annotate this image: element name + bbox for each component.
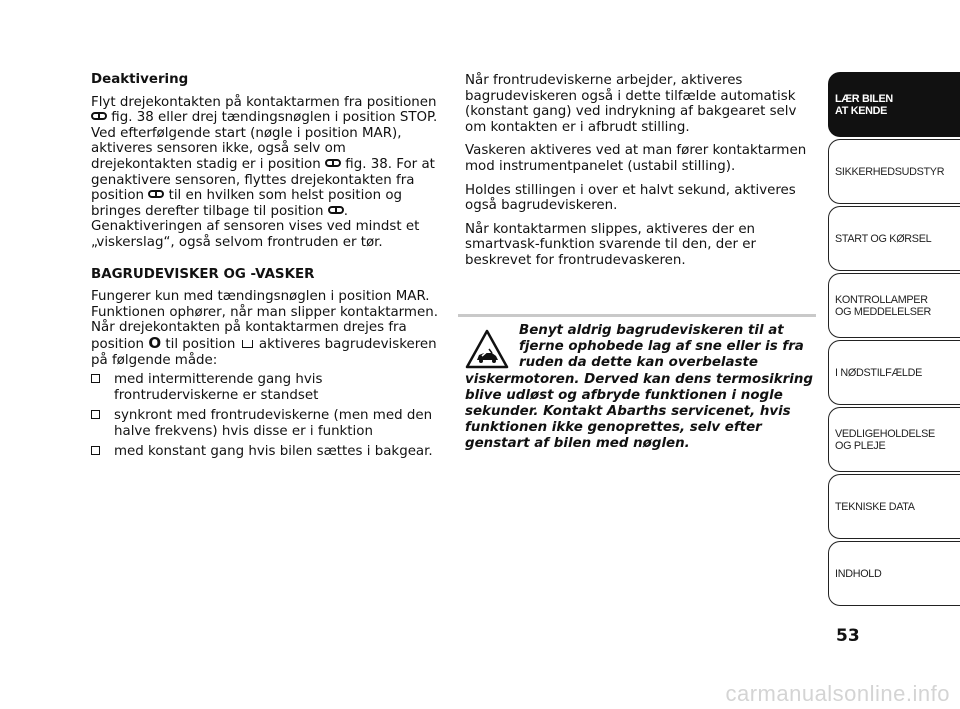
paragraph-deaktivering [91,95,441,251]
tab-label: SIKKERHEDSUDSTYR [835,165,945,178]
tab-label: AT KENDE [835,104,887,117]
warning-triangle-car-icon [465,329,509,369]
list-item-text: synkront med frontrudeviskerne (men med den halve frekvens) hvis disse er i funktion [114,408,433,439]
text: fig. 38. For at genaktivere sensoren, flyttes drejekontakten fra position [91,156,435,204]
text: Fungerer kun med tændingsnøglen i position MAR. Funktionen ophører, når man slipper kontaktarmen. Når drejekontakten på kontaktarmen drejes fra position [91,289,438,352]
tab-laer-bilen-at-kende[interactable] [828,72,960,137]
list-item-text: med konstant gang hvis bilen sættes i bakgear. [114,444,433,460]
wiper-auto-symbol-icon [91,112,107,120]
right-column [465,73,815,277]
list-item [91,372,441,403]
tab-label: START OG KØRSEL [835,232,932,245]
wiper-auto-symbol-icon [148,190,164,198]
text: til position [165,336,236,352]
paragraph: Når frontrudeviskerne arbejder, aktiveres bagrudeviskeren også i dette tilfælde automatisk (konstant gang) ved indrykning af bakgearet selv om kontakten er i afbrudt stilling. [465,73,797,135]
text: fig. 38 eller drej tændingsnøglen i position STOP. Ved efterfølgende start (nøgle i position MAR), aktiveres sensoren ikke, også selv om drejekontakten stadig er i position [91,110,438,172]
tab-label: KONTROLLAMPER [835,293,928,306]
heading-bagrudevisker: BAGRUDEVISKER OG -VASKER [91,266,315,282]
tab-i-nodstilfaelde[interactable] [828,340,960,405]
warning-box [465,323,815,453]
list-item-text: med intermitterende gang hvis frontruderviskerne er standset [114,372,323,403]
tab-label: VEDLIGEHOLDELSE [835,427,935,440]
wiper-auto-symbol-icon [325,159,341,167]
tab-vedligeholdelse[interactable] [828,407,960,472]
bullet-list [91,372,441,460]
list-item [91,408,441,439]
tab-sikkerhedsudstyr[interactable] [828,139,960,204]
section-divider [458,314,816,317]
rear-wiper-symbol-icon [242,340,253,348]
checkbox-bullet-icon [91,446,100,455]
heading-deaktivering: Deaktivering [91,72,189,87]
text: aktiveres bagrudeviskeren på følgende måde: [91,336,437,368]
paragraph-bagrudevisker [91,289,441,368]
tab-label: INDHOLD [835,567,882,580]
tab-tekniske-data[interactable] [828,474,960,539]
left-column [91,72,441,465]
text: til en hvilken som helst position og bringes derefter tilbage til position [91,188,403,219]
tab-indhold[interactable] [828,541,960,606]
checkbox-bullet-icon [91,374,100,383]
position-o-symbol: O [148,333,162,352]
text: Flyt drejekontakten på kontaktarmen fra positionen [91,94,437,110]
page-number: 53 [836,626,860,646]
tab-label: LÆR BILEN [835,92,893,105]
list-item [91,444,441,460]
checkbox-bullet-icon [91,410,100,419]
tab-label: OG PLEJE [835,439,886,452]
paragraph: Holdes stillingen i over et halvt sekund, aktiveres også bagrudeviskeren. [465,182,796,214]
watermark: carmanualsonline.info [725,681,950,706]
chapter-tabs [828,72,960,608]
warning-text: Benyt aldrig bagrudeviskeren til at fjerne ophobede lag af sne eller is fra ruden da dette kan overbelaste viskermotoren. Derved kan dens termosikring blive udløst og afbryde funktionen i nogle sekunder. Kontakt Abarths servicenet, hvis funktionen ikke genoprettes, selv efter genstart af bilen med nøglen. [465,323,813,452]
paragraph: Når kontaktarmen slippes, aktiveres der en smartvask-funktion svarende til den, der er beskrevet for frontrudevaskeren. [465,221,756,268]
wiper-auto-symbol-icon [328,206,344,214]
tab-label: TEKNISKE DATA [835,500,915,513]
tab-label: OG MEDDELELSER [835,305,931,318]
tab-start-og-korsel[interactable] [828,206,960,271]
paragraph: Vaskeren aktiveres ved at man fører kontaktarmen mod instrumentpanelet (ustabil stilling). [465,143,807,174]
tab-label: I NØDSTILFÆLDE [835,366,922,379]
text: . Genaktiveringen af sensoren vises ved mindst et „viskerslag“, også selvom frontruden er tør. [91,203,420,250]
tab-kontrollamper[interactable] [828,273,960,338]
